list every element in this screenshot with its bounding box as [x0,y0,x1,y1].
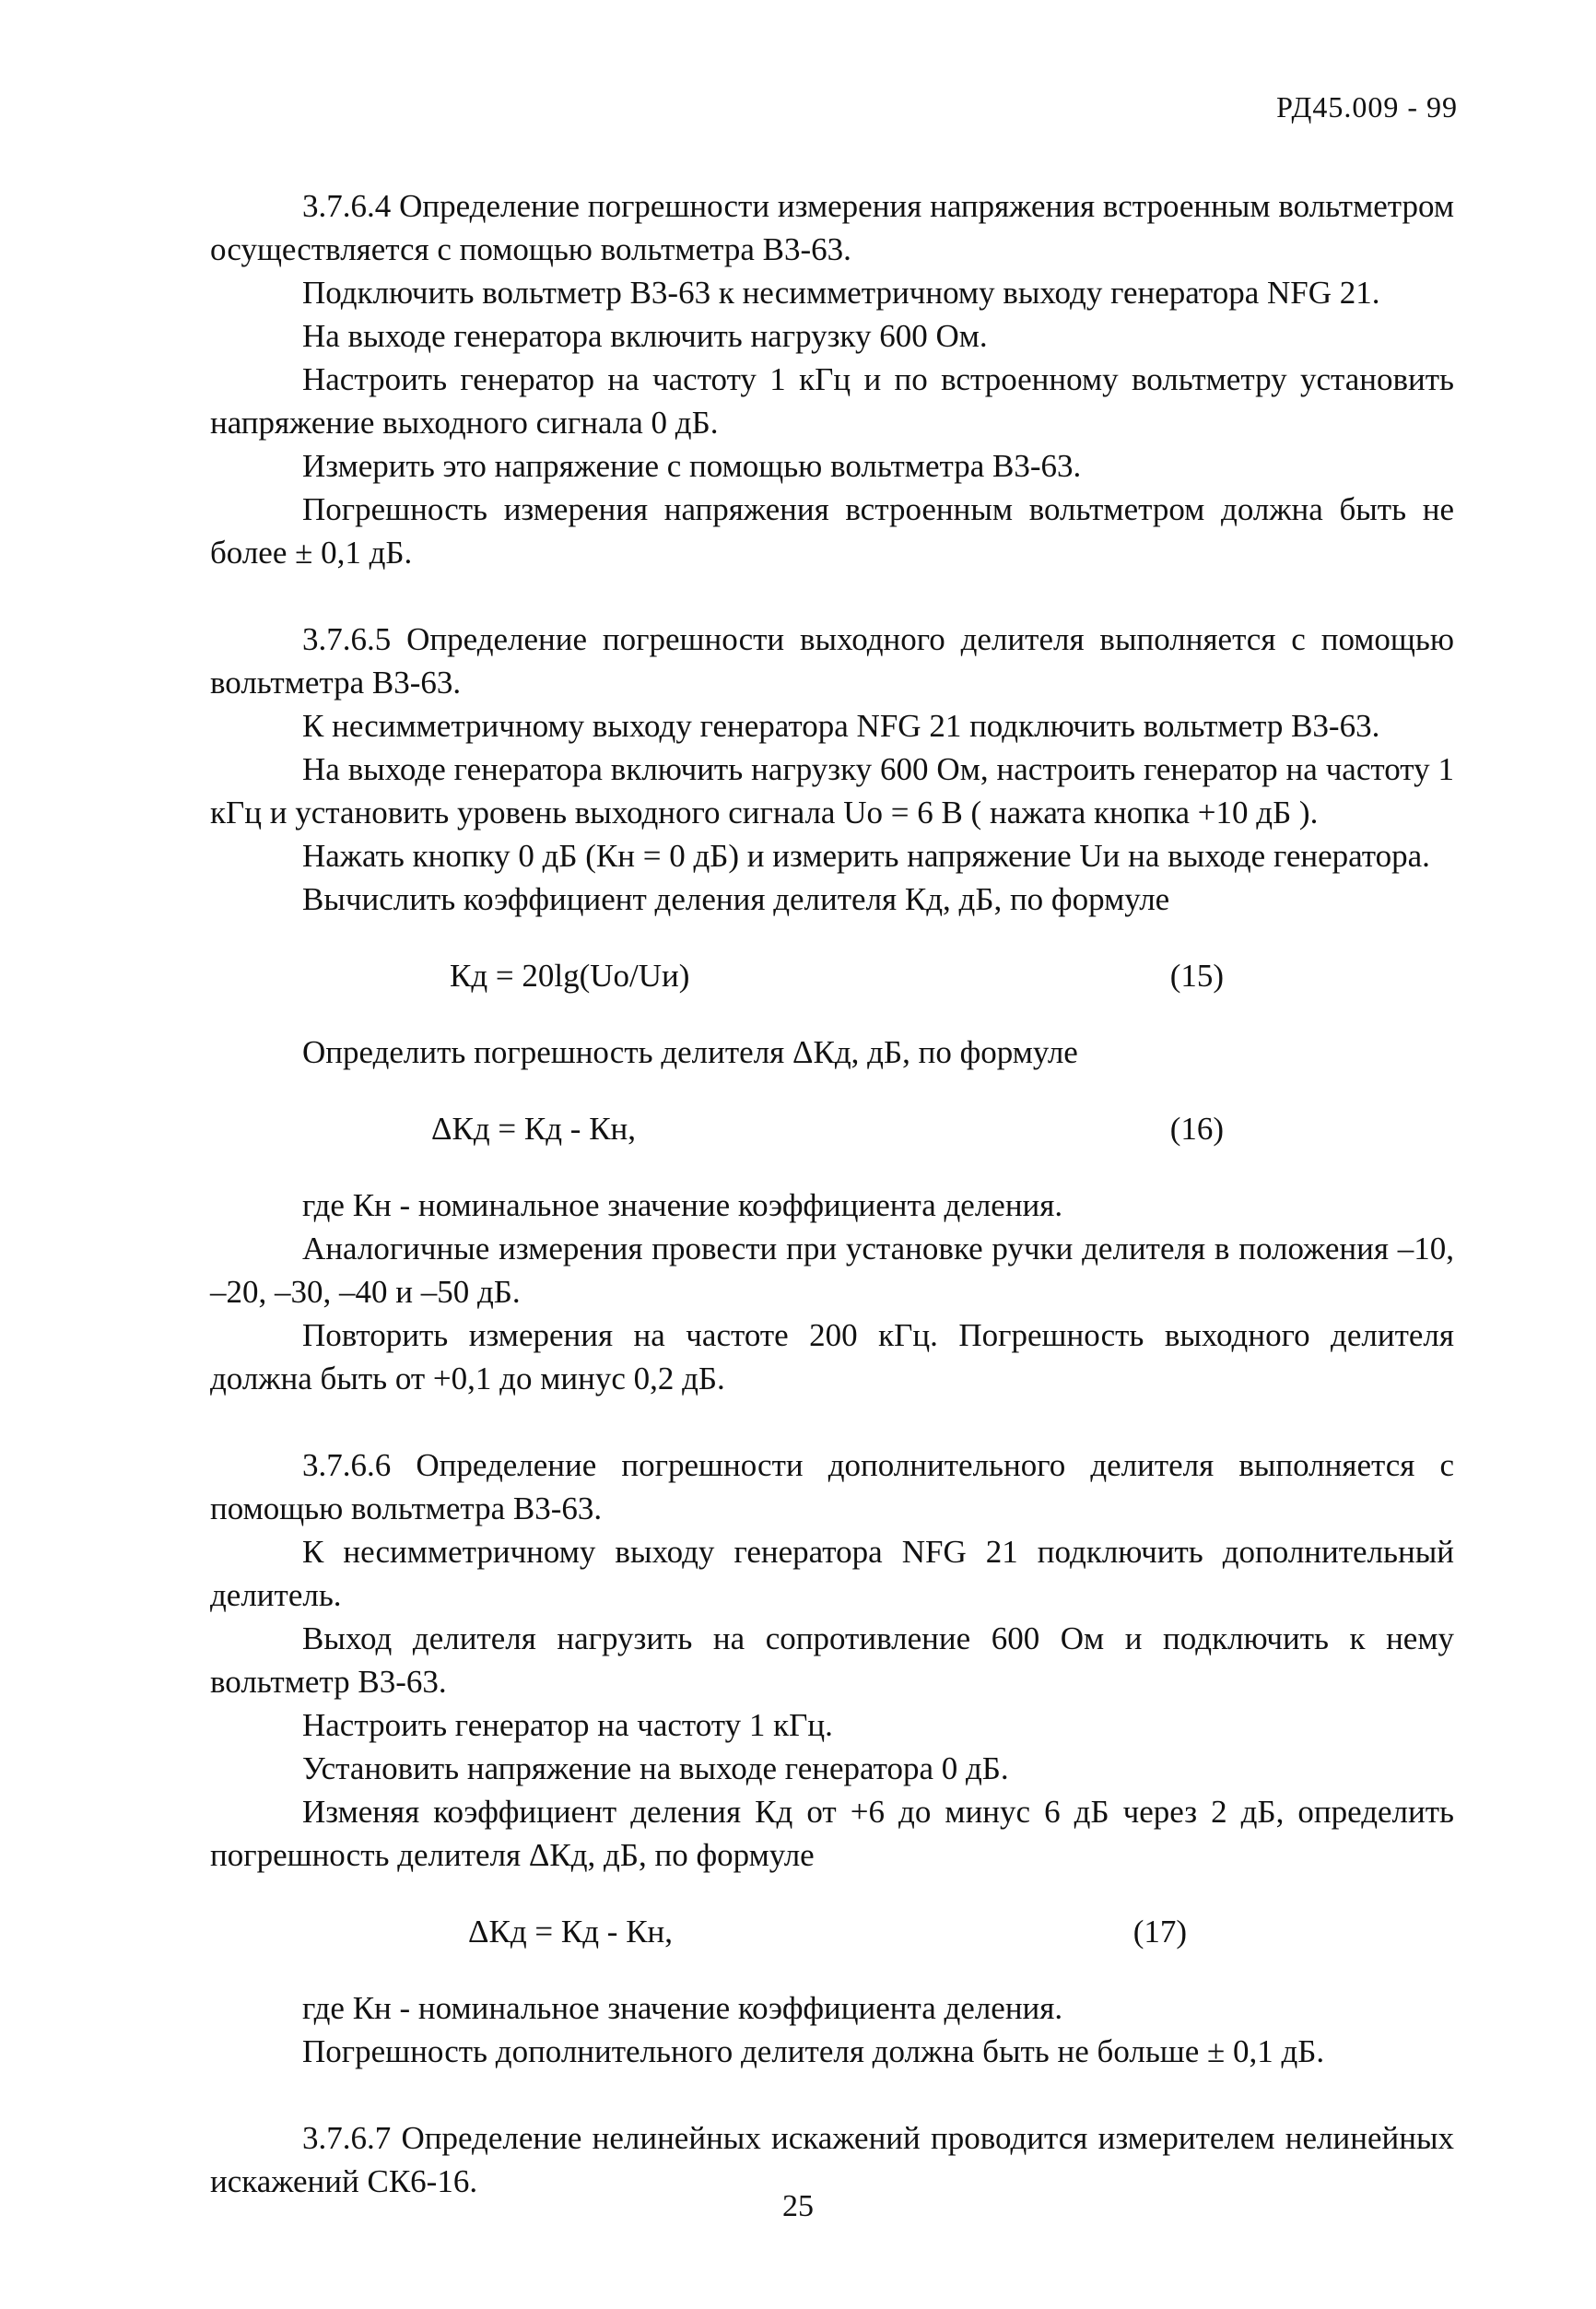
paragraph: Измерить это напряжение с помощью вольтметра В3-63. [302,448,1082,484]
paragraph: где Кн - номинальное значение коэффициента деления. [302,1187,1063,1223]
paragraph-3-7-6-6: 3.7.6.6 Определение погрешности дополнительного делителя выполняется с помощью вольтметра В3-63. [210,1447,1454,1526]
page-number: 25 [782,2189,814,2223]
formula-number: (16) [1169,1111,1224,1147]
formula-expression: ΔКд = Кд - Кн, [431,1111,637,1147]
formula-expression: ΔКд = Кд - Кн, [468,1914,674,1950]
paragraph-3-7-6-5: 3.7.6.5 Определение погрешности выходного делителя выполняется с помощью вольтметра В3-63. [210,621,1454,701]
paragraph: Аналогичные измерения провести при установке ручки делителя в положения –10, –20, –30, –40 и –50 дБ. [210,1231,1454,1310]
paragraph: Нажать кнопку 0 дБ (Кн = 0 дБ) и измерить напряжение Uи на выходе генератора. [302,838,1430,874]
paragraph: Вычислить коэффициент деления делителя Кд, дБ, по формуле [302,881,1170,917]
paragraph: К несимметричному выходу генератора NFG 21 подключить дополнительный делитель. [210,1534,1454,1613]
paragraph: На выходе генератора включить нагрузку 600 Ом. [302,318,988,354]
paragraph: Погрешность дополнительного делителя должна быть не больше ± 0,1 дБ. [302,2033,1325,2069]
paragraph: К несимметричному выходу генератора NFG 21 подключить вольтметр В3-63. [302,708,1380,744]
paragraph: где Кн - номинальное значение коэффициента деления. [302,1990,1063,2026]
paragraph: Настроить генератор на частоту 1 кГц и по встроенному вольтметру установить напряжение выходного сигнала 0 дБ. [210,361,1454,441]
formula-number: (17) [1132,1914,1187,1950]
formula-number: (15) [1169,958,1224,994]
paragraph: Повторить измерения на частоте 200 кГц. Погрешность выходного делителя должна быть от +0,1 до минус 0,2 дБ. [210,1317,1454,1396]
paragraph-3-7-6-7: 3.7.6.7 Определение нелинейных искажений проводится измерителем нелинейных искажений СК6-16. [210,2120,1454,2199]
document-code-header: РД45.009 - 99 [1276,90,1458,124]
document-body [210,184,1454,2203]
paragraph: Настроить генератор на частоту 1 кГц. [302,1707,833,1743]
formula-16 [210,1107,1454,1150]
paragraph: Изменяя коэффициент деления Кд от +6 до минус 6 дБ через 2 дБ, определить погрешность делителя ΔКд, дБ, по формуле [210,1794,1454,1873]
paragraph: Подключить вольтметр В3-63 к несимметричному выходу генератора NFG 21. [302,275,1380,311]
paragraph: Погрешность измерения напряжения встроенным вольтметром должна быть не более ± 0,1 дБ. [210,491,1454,571]
paragraph-3-7-6-4: 3.7.6.4 Определение погрешности измерения напряжения встроенным вольтметром осуществляется с помощью вольтметра В3-63. [210,188,1454,267]
formula-15 [210,954,1454,997]
paragraph: На выходе генератора включить нагрузку 600 Ом, настроить генератор на частоту 1 кГц и установить уровень выходного сигнала Uо = 6 В ( нажата кнопка +10 дБ ). [210,751,1454,831]
paragraph: Выход делителя нагрузить на сопротивление 600 Ом и подключить к нему вольтметр В3-63. [210,1620,1454,1700]
formula-17 [210,1910,1454,1953]
paragraph: Определить погрешность делителя ΔКд, дБ, по формуле [302,1034,1078,1070]
paragraph: Установить напряжение на выходе генератора 0 дБ. [302,1750,1009,1786]
formula-expression: Кд = 20lg(Uо/Uи) [450,958,690,994]
